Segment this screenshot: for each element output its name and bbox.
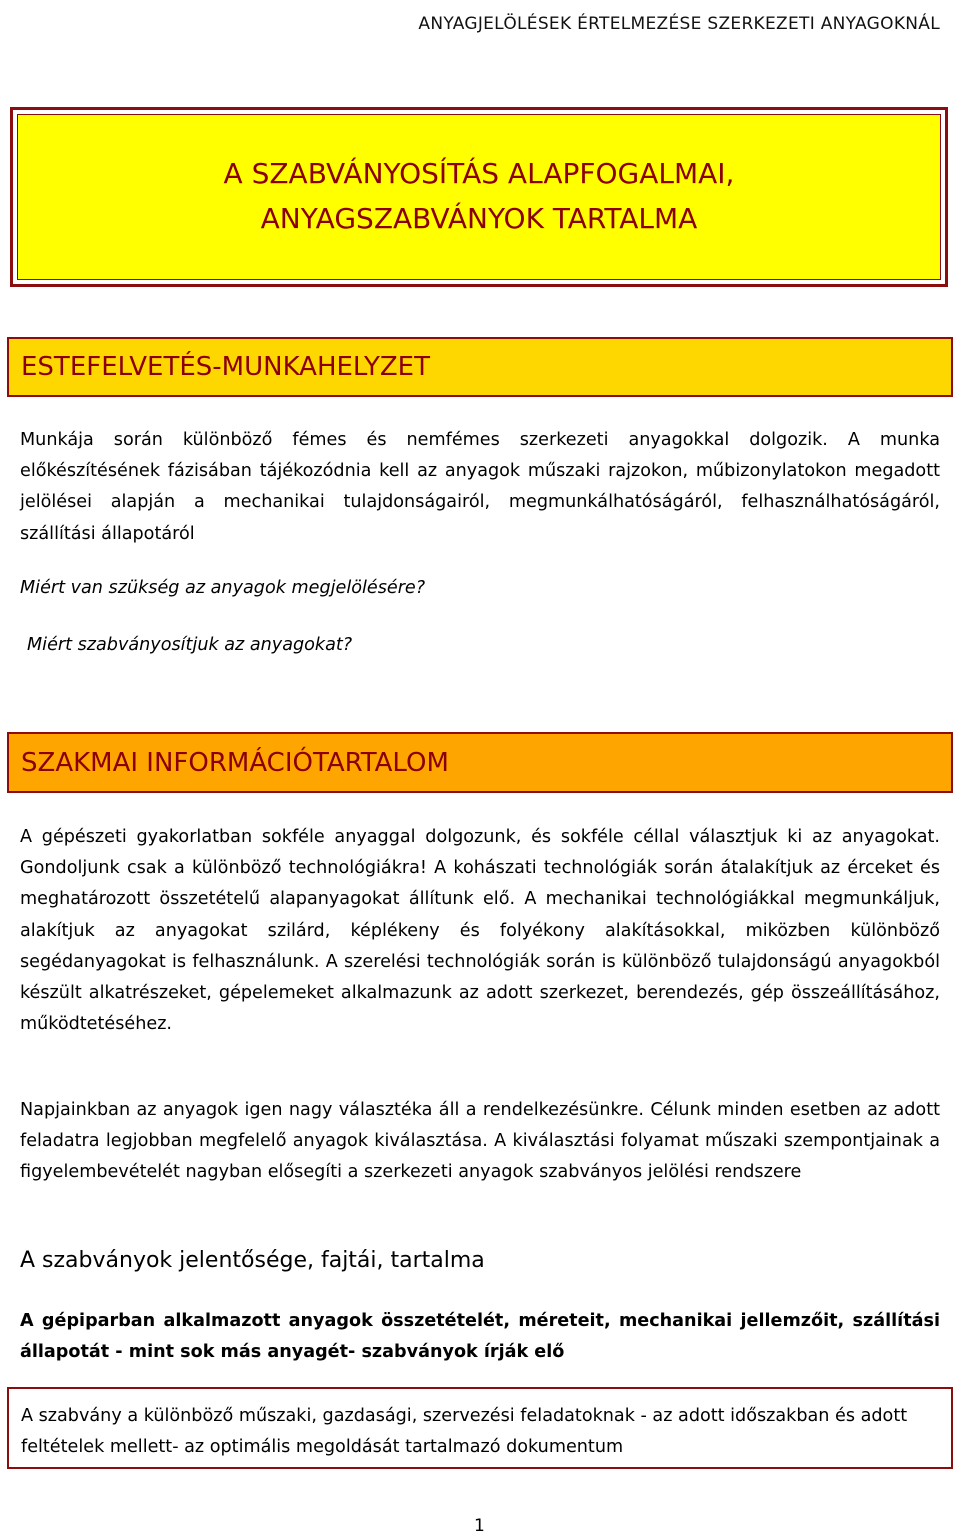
info-paragraph-1: A gépészeti gyakorlatban sokféle anyaggal dolgozunk, és sokféle céllal választjuk ki az anyagokat. Gondoljunk csak a különböző technológiákra! A kohászati technológiák során átalakítjuk az érceket és meghatározott összetételű alapanyagokat állítunk elő. A mechanikai technológiákkal megmunkáljuk, alakítjuk az anyagokat szilárd, képlékeny és folyékony alakításokkal, miközben különböző segédanyagokat is felhasználunk. A szerelési technológiák során is különböző tulajdonságú anyagokból készült alkatrészeket, gépelemeket alkalmazunk az adott szerkezet, berendezés, gép összeállításához, működtetéséhez. [20, 827, 940, 1035]
definition-box: A szabvány a különböző műszaki, gazdasági, szervezési feladatoknak - az adott időszakban és adott feltételek mellett- az optimális megoldását tartalmazó dokumentum [7, 1387, 953, 1469]
question-1: Miért van szükség az anyagok megjelölésére? [20, 578, 426, 598]
title-box [10, 107, 948, 287]
question-2: Miért szabványosítjuk az anyagokat? [27, 635, 353, 655]
section-heading-problem: ESTEFELVETÉS-MUNKAHELYZET [7, 337, 953, 397]
subheading: A szabványok jelentősége, fajtái, tartalma [20, 1248, 485, 1273]
title-line-2: ANYAGSZABVÁNYOK TARTALMA [260, 202, 698, 235]
intro-paragraph: Munkája során különböző fémes és nemfémes szerkezeti anyagokkal dolgozik. A munka előkészítésének fázisában tájékozódnia kell az anyagok műszaki rajzokon, műbizonylatokon megadott jelölései alapján a mechanikai tulajdonságairól, megmunkálhatóságáról, felhasználhatóságáról, szállítási állapotáról [20, 430, 940, 544]
title-line-1: A SZABVÁNYOSÍTÁS ALAPFOGALMAI, [223, 157, 735, 191]
running-header: ANYAGJELÖLÉSEK ÉRTELMEZÉSE SZERKEZETI ANYAGOKNÁL [418, 14, 940, 34]
title-inner [13, 110, 945, 284]
info-paragraph-2: Napjainkban az anyagok igen nagy választéka áll a rendelkezésünkre. Célunk minden esetben az adott feladatra legjobban megfelelő anyagok kiválasztása. A kiválasztási folyamat műszaki szempontjainak a figyelembevételét nagyban elősegíti a szerkezeti anyagok szabványos jelölési rendszere [20, 1100, 940, 1183]
bold-statement: A gépiparban alkalmazott anyagok összetételét, méreteit, mechanikai jellemzőit, szállítási állapotát - mint sok más anyagét- szabványok írják elő [20, 1311, 940, 1363]
page-number: 1 [474, 1516, 485, 1536]
section-heading-info: SZAKMAI INFORMÁCIÓTARTALOM [7, 732, 953, 793]
